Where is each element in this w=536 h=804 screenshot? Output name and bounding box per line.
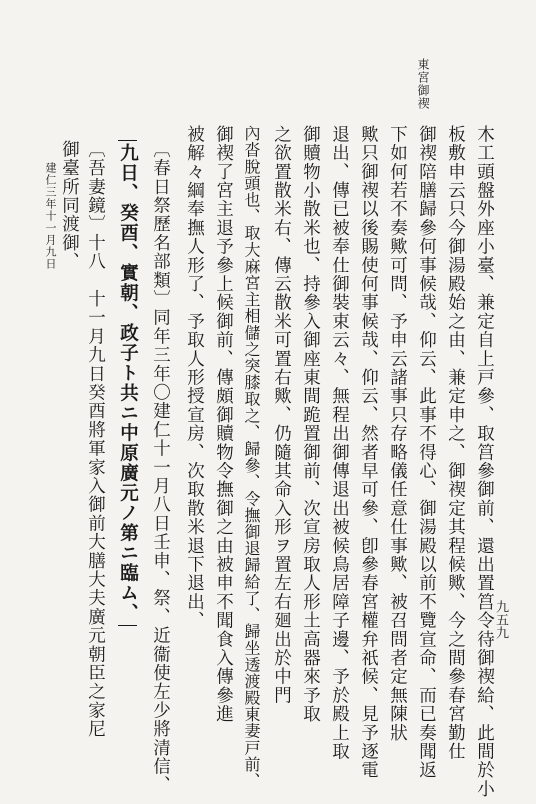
entry-citation-azuma: 〔吾妻鏡〕十八 十一月九日癸酉將軍家入御前大膳大夫廣元朝臣之家尼 <box>85 140 106 739</box>
text-column-2: 板敷申云只今御湯殿始之由、兼定申之、御禊定其程候歟、今之間參春宮勤仕 <box>445 125 466 761</box>
entry-heading: 九日、癸酉、實朝、政子ト共ニ中原廣元ノ第ニ臨ム、 <box>118 140 137 626</box>
text-column-6: 退出、傳已被奉仕御裝束云々、無程出御傳退出被候鳥居障子邊、予於殿上取 <box>329 125 350 761</box>
date-side-label: 建仁三年十一月九日 <box>44 162 57 270</box>
text-column-8: 之欲置散米右、傳云散米可置右歟、仍隨其命入形ヲ置左右廻出於中門 <box>271 125 292 705</box>
text-column-11: 被解々綱奉撫人形了、予取人形授宣房、次取散米退下退出、 <box>184 125 205 630</box>
text-column-1: 木工頭盤外座小臺、兼定自上戸參、取筥參御前、還出置筥令待御禊給、此間於小 <box>474 125 495 799</box>
text-column-5: 歟只御禊以後賜使何事候哉、仰云、然者早可參、卽參春宮權弁祇候、見予逐電 <box>358 125 379 780</box>
page-number: 九五九 <box>493 600 508 639</box>
text-column-10: 御禊了宮主退予參上候御前、傳頗御贖物令撫御之由被申不聞食入傳參進 <box>213 125 234 724</box>
text-column-15: 御臺所同渡御、 <box>59 140 80 271</box>
text-column-7: 御贖物小散米也、持參入御座東間跪置御前、次宣房取人形土高器來予取 <box>300 125 321 724</box>
text-column-3: 御禊陪膳歸參何事候哉、仰云、此事不得心、御湯殿以前不覽宣命、而已奏聞返 <box>416 125 437 780</box>
text-column-4: 下如何若不奏歟可問、予申云諸事只存略儀任意仕事歟、被召問者定無陳狀 <box>387 125 408 743</box>
entry-citation-kasuga: 〔春日祭歷名部類〕同年三年〇建仁十一月八日壬申、祭、近衞使左少將清信、 <box>150 140 171 795</box>
text-column-9: 內沓脫頭也、取大麻宮主相儲之突膝取之、歸參、令撫御退歸給了、歸坐透渡殿東妻戸前、 <box>242 125 261 789</box>
running-title: 東宮御禊 <box>416 58 430 110</box>
